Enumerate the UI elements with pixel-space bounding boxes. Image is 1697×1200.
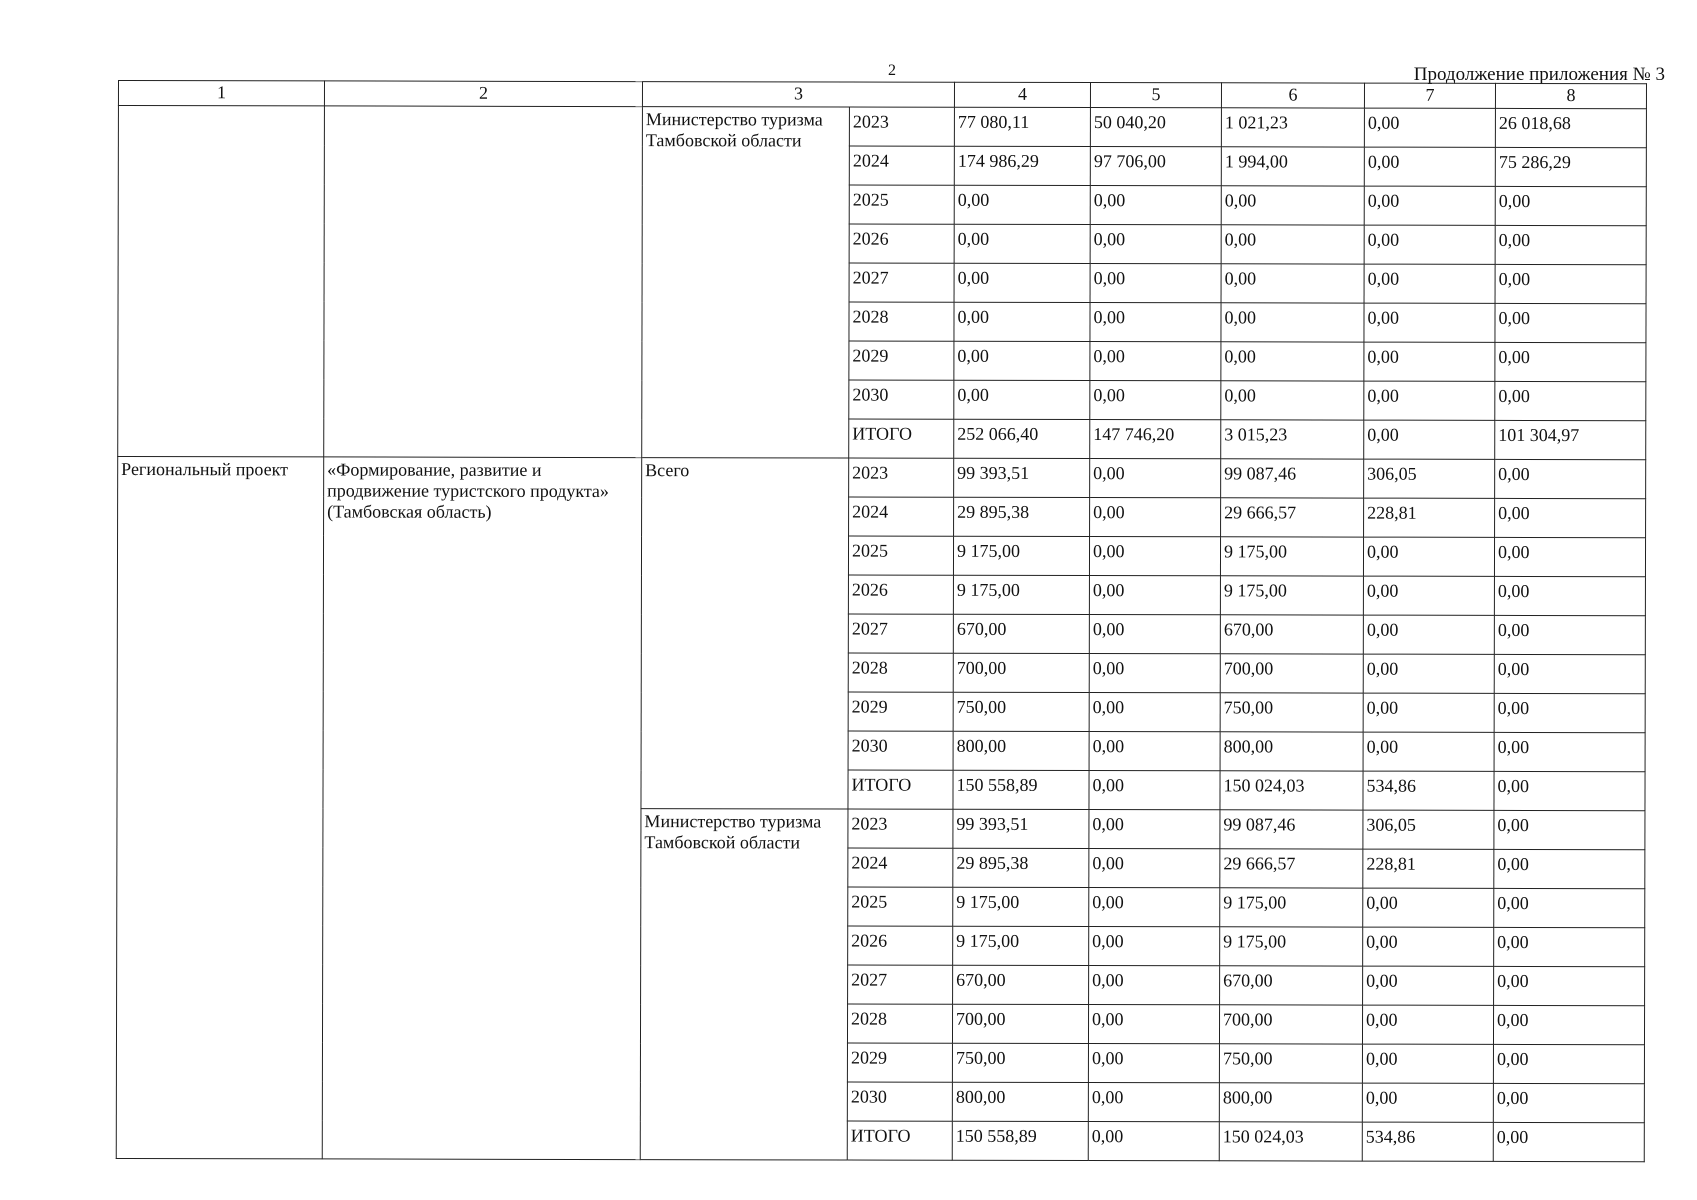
- amount-cell: 0,00: [954, 263, 1090, 302]
- amount-cell: 0,00: [1364, 420, 1495, 459]
- amount-cell: 700,00: [952, 1004, 1088, 1043]
- amount-cell: 150 558,89: [952, 1121, 1088, 1160]
- amount-cell: 0,00: [1495, 459, 1646, 498]
- amount-cell: 9 175,00: [1220, 888, 1363, 927]
- column-header-7: 7: [1364, 83, 1495, 108]
- year-cell: 2026: [848, 575, 953, 614]
- amount-cell: 0,00: [1364, 108, 1495, 147]
- section-type-cell: Региональный проект: [116, 457, 323, 1159]
- year-cell: 2025: [848, 536, 953, 575]
- amount-cell: 0,00: [1089, 732, 1220, 771]
- amount-cell: 228,81: [1363, 849, 1494, 888]
- year-cell: 2028: [848, 653, 953, 692]
- year-cell: ИТОГО: [847, 1121, 952, 1160]
- amount-cell: 228,81: [1364, 498, 1495, 537]
- amount-cell: 0,00: [1089, 849, 1220, 888]
- amount-cell: 75 286,29: [1495, 147, 1646, 186]
- executor-cell: Министерство туризма Тамбовской области: [642, 107, 850, 458]
- year-cell: 2030: [847, 1082, 952, 1121]
- year-cell: 2028: [847, 1004, 952, 1043]
- year-cell: 2028: [849, 302, 954, 341]
- amount-cell: 0,00: [1493, 1044, 1644, 1083]
- year-cell: 2024: [849, 146, 954, 185]
- column-header-8: 8: [1495, 83, 1646, 108]
- amount-cell: 0,00: [1495, 186, 1646, 225]
- amount-cell: 9 175,00: [953, 536, 1089, 575]
- column-number-row: [118, 81, 1646, 109]
- amount-cell: 0,00: [1495, 381, 1646, 420]
- amount-cell: 0,00: [1364, 225, 1495, 264]
- amount-cell: 750,00: [952, 1043, 1088, 1082]
- year-cell: 2026: [848, 926, 953, 965]
- executor-cell: Всего: [641, 458, 849, 809]
- amount-cell: 0,00: [1363, 966, 1494, 1005]
- amount-cell: 9 175,00: [1220, 576, 1363, 615]
- amount-cell: 0,00: [1090, 225, 1221, 264]
- amount-cell: 800,00: [1219, 1083, 1362, 1122]
- amount-cell: 29 895,38: [954, 497, 1090, 536]
- amount-cell: 0,00: [1494, 576, 1645, 615]
- amount-cell: 26 018,68: [1495, 108, 1646, 147]
- amount-cell: 0,00: [1494, 888, 1645, 927]
- amount-cell: 0,00: [1362, 1044, 1493, 1083]
- year-cell: 2023: [848, 809, 953, 848]
- amount-cell: 0,00: [1089, 537, 1220, 576]
- amount-cell: 0,00: [1493, 1122, 1644, 1161]
- amount-cell: 0,00: [1088, 1083, 1219, 1122]
- year-cell: 2025: [849, 185, 954, 224]
- year-cell: 2026: [849, 224, 954, 263]
- amount-cell: 750,00: [953, 692, 1089, 731]
- year-cell: ИТОГО: [849, 419, 954, 458]
- amount-cell: 0,00: [1364, 381, 1495, 420]
- amount-cell: 0,00: [1089, 615, 1220, 654]
- amount-cell: 0,00: [1090, 342, 1221, 381]
- amount-cell: 0,00: [954, 341, 1090, 380]
- year-cell: 2025: [848, 887, 953, 926]
- amount-cell: 750,00: [1219, 1044, 1362, 1083]
- amount-cell: 0,00: [1494, 654, 1645, 693]
- amount-cell: 0,00: [1364, 342, 1495, 381]
- amount-cell: 0,00: [1363, 732, 1494, 771]
- amount-cell: 0,00: [954, 302, 1090, 341]
- amount-cell: 1 994,00: [1221, 147, 1364, 186]
- column-header-1: 1: [118, 81, 324, 106]
- amount-cell: 0,00: [1494, 810, 1645, 849]
- amount-cell: 0,00: [1089, 927, 1220, 966]
- amount-cell: 0,00: [1221, 225, 1364, 264]
- amount-cell: 3 015,23: [1221, 420, 1364, 459]
- amount-cell: 0,00: [1494, 849, 1645, 888]
- amount-cell: 97 706,00: [1090, 147, 1221, 186]
- amount-cell: 0,00: [1089, 654, 1220, 693]
- amount-cell: 0,00: [1495, 498, 1646, 537]
- amount-cell: 0,00: [1221, 186, 1364, 225]
- amount-cell: 0,00: [1089, 693, 1220, 732]
- amount-cell: 0,00: [1364, 264, 1495, 303]
- column-header-6: 6: [1221, 83, 1364, 108]
- amount-cell: 0,00: [1090, 264, 1221, 303]
- section-title-cell: [324, 106, 643, 458]
- amount-cell: 0,00: [1363, 927, 1494, 966]
- amount-cell: 0,00: [954, 380, 1090, 419]
- amount-cell: 0,00: [1363, 576, 1494, 615]
- amount-cell: 700,00: [1220, 654, 1363, 693]
- amount-cell: 0,00: [1494, 966, 1645, 1005]
- amount-cell: 9 175,00: [1220, 537, 1363, 576]
- amount-cell: 9 175,00: [953, 887, 1089, 926]
- amount-cell: 700,00: [1219, 1005, 1362, 1044]
- amount-cell: 99 393,51: [953, 809, 1089, 848]
- amount-cell: 0,00: [1494, 927, 1645, 966]
- amount-cell: 0,00: [1495, 303, 1646, 342]
- amount-cell: 0,00: [1089, 966, 1220, 1005]
- amount-cell: 0,00: [1363, 888, 1494, 927]
- amount-cell: 174 986,29: [954, 146, 1090, 185]
- column-header-5: 5: [1090, 83, 1221, 108]
- year-cell: 2024: [848, 848, 953, 887]
- amount-cell: 99 087,46: [1220, 810, 1363, 849]
- amount-cell: 0,00: [1088, 1122, 1219, 1161]
- amount-cell: 1 021,23: [1221, 108, 1364, 147]
- year-cell: 2024: [849, 497, 954, 536]
- amount-cell: 0,00: [1493, 1005, 1644, 1044]
- financing-table: [116, 80, 1647, 1162]
- amount-cell: 99 087,46: [1221, 459, 1364, 498]
- amount-cell: 0,00: [1493, 1083, 1644, 1122]
- amount-cell: 0,00: [1089, 576, 1220, 615]
- amount-cell: 0,00: [1494, 537, 1645, 576]
- amount-cell: 0,00: [1364, 303, 1495, 342]
- amount-cell: 306,05: [1363, 810, 1494, 849]
- amount-cell: 0,00: [1221, 303, 1364, 342]
- amount-cell: 147 746,20: [1090, 420, 1221, 459]
- amount-cell: 150 024,03: [1219, 1122, 1362, 1161]
- amount-cell: 700,00: [953, 653, 1089, 692]
- year-cell: 2029: [848, 692, 953, 731]
- year-cell: 2029: [847, 1043, 952, 1082]
- year-cell: 2030: [848, 731, 953, 770]
- amount-cell: 29 666,57: [1220, 849, 1363, 888]
- amount-cell: 0,00: [1495, 225, 1646, 264]
- amount-cell: 0,00: [1090, 303, 1221, 342]
- amount-cell: 800,00: [1220, 732, 1363, 771]
- amount-cell: 0,00: [1494, 771, 1645, 810]
- year-cell: 2027: [848, 614, 953, 653]
- amount-cell: 150 024,03: [1220, 771, 1363, 810]
- continuation-label: Продолжение приложения № 3: [1413, 64, 1665, 85]
- table-body: [116, 106, 1646, 1162]
- amount-cell: 0,00: [1363, 693, 1494, 732]
- amount-cell: 0,00: [1363, 615, 1494, 654]
- amount-cell: 670,00: [953, 614, 1089, 653]
- amount-cell: 0,00: [1089, 888, 1220, 927]
- amount-cell: 0,00: [1090, 459, 1221, 498]
- amount-cell: 0,00: [1494, 615, 1645, 654]
- amount-cell: 0,00: [1362, 1083, 1493, 1122]
- amount-cell: 252 066,40: [954, 419, 1090, 458]
- amount-cell: 670,00: [1220, 615, 1363, 654]
- amount-cell: 0,00: [1494, 732, 1645, 771]
- amount-cell: 0,00: [1364, 186, 1495, 225]
- amount-cell: 9 175,00: [953, 926, 1089, 965]
- amount-cell: 0,00: [1090, 381, 1221, 420]
- amount-cell: 800,00: [953, 731, 1089, 770]
- year-cell: ИТОГО: [848, 770, 953, 809]
- amount-cell: 0,00: [1089, 810, 1220, 849]
- amount-cell: 0,00: [1221, 342, 1364, 381]
- amount-cell: 0,00: [1088, 1005, 1219, 1044]
- executor-cell: Министерство туризма Тамбовской области: [640, 809, 848, 1160]
- column-header-4: 4: [954, 82, 1090, 107]
- year-cell: 2027: [849, 263, 954, 302]
- amount-cell: 0,00: [1495, 342, 1646, 381]
- amount-cell: 670,00: [953, 965, 1089, 1004]
- year-cell: 2027: [848, 965, 953, 1004]
- amount-cell: 0,00: [1494, 693, 1645, 732]
- amount-cell: 9 175,00: [1220, 927, 1363, 966]
- amount-cell: 0,00: [1088, 1044, 1219, 1083]
- amount-cell: 0,00: [1090, 498, 1221, 537]
- amount-cell: 534,86: [1363, 771, 1494, 810]
- amount-cell: 800,00: [952, 1082, 1088, 1121]
- table-row: [118, 106, 1646, 148]
- table-row: [118, 457, 1646, 499]
- amount-cell: 534,86: [1362, 1122, 1493, 1161]
- amount-cell: 0,00: [1090, 186, 1221, 225]
- amount-cell: 0,00: [954, 224, 1090, 263]
- amount-cell: 0,00: [1364, 147, 1495, 186]
- amount-cell: 306,05: [1364, 459, 1495, 498]
- section-type-cell: [118, 106, 325, 457]
- amount-cell: 9 175,00: [953, 575, 1089, 614]
- amount-cell: 0,00: [1221, 381, 1364, 420]
- year-cell: 2029: [849, 341, 954, 380]
- section-title-cell: «Формирование, развитие и продвижение туристского продукта» (Тамбовская область): [322, 457, 641, 1160]
- amount-cell: 0,00: [1363, 654, 1494, 693]
- column-header-2: 2: [324, 81, 642, 107]
- year-cell: 2023: [849, 458, 954, 497]
- amount-cell: 77 080,11: [954, 107, 1090, 146]
- amount-cell: 150 558,89: [953, 770, 1089, 809]
- amount-cell: 99 393,51: [954, 458, 1090, 497]
- amount-cell: 0,00: [1362, 1005, 1493, 1044]
- amount-cell: 101 304,97: [1495, 420, 1646, 459]
- amount-cell: 670,00: [1220, 966, 1363, 1005]
- amount-cell: 29 666,57: [1221, 498, 1364, 537]
- amount-cell: 50 040,20: [1090, 108, 1221, 147]
- year-cell: 2030: [849, 380, 954, 419]
- year-cell: 2023: [849, 107, 954, 146]
- column-header-3: 3: [642, 82, 954, 108]
- amount-cell: 0,00: [1495, 264, 1646, 303]
- amount-cell: 0,00: [954, 185, 1090, 224]
- amount-cell: 0,00: [1363, 537, 1494, 576]
- amount-cell: 0,00: [1221, 264, 1364, 303]
- amount-cell: 750,00: [1220, 693, 1363, 732]
- amount-cell: 29 895,38: [953, 848, 1089, 887]
- amount-cell: 0,00: [1089, 771, 1220, 810]
- page-number: 2: [888, 62, 896, 79]
